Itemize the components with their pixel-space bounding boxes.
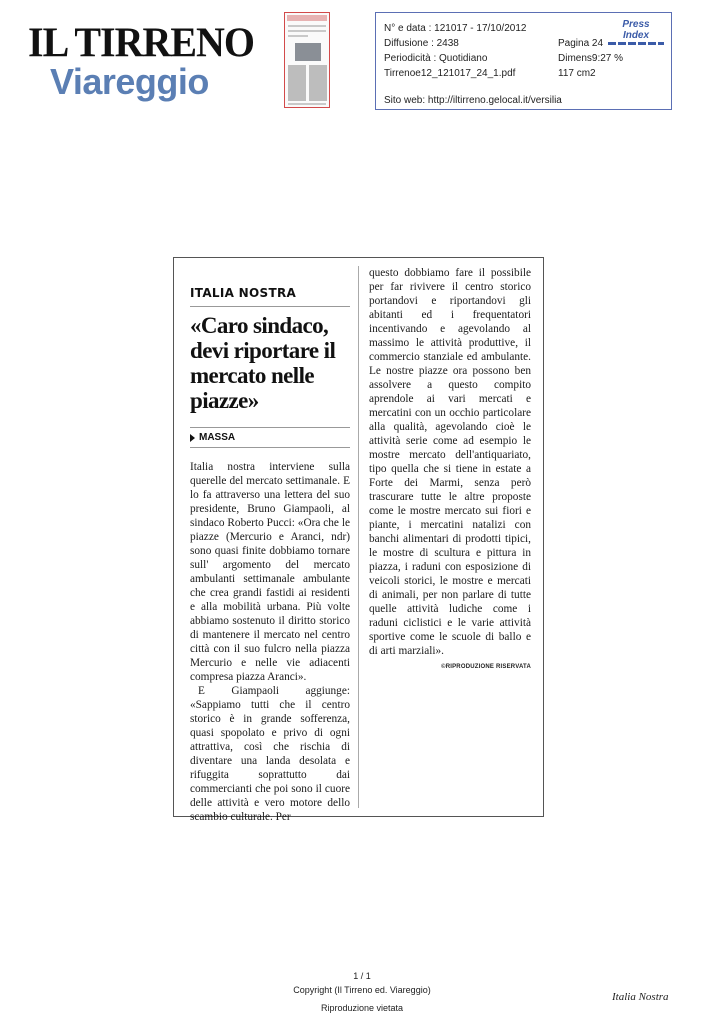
edition-name: Viareggio [50, 61, 209, 102]
section-name: Italia Nostra [612, 991, 669, 1003]
article-clipping [173, 257, 544, 823]
newspaper-name: IL TIRRENO [28, 18, 255, 67]
press-index-label: Press Index [622, 19, 650, 41]
copyright-notice: Copyright (Il Tirreno ed. Viareggio) [293, 985, 431, 995]
press-index-logo [608, 19, 664, 45]
info-area: 117 cm2 [558, 68, 596, 79]
column-divider [358, 266, 359, 808]
info-periodicita: Periodicità : Quotidiano [384, 53, 488, 64]
article-credit: ©RIPRODUZIONE RISERVATA [441, 664, 531, 670]
article-body-right [369, 266, 531, 658]
thumbnail-line [288, 25, 326, 27]
article-body-left [190, 460, 350, 824]
reproduction-notice: Riproduzione vietata [320, 1003, 404, 1013]
thumbnail-column [288, 65, 306, 101]
article-kicker: ITALIA NOSTRA [190, 286, 350, 307]
info-diffusione: Diffusione : 2438 [384, 38, 459, 49]
article-headline: «Caro sindaco, devi riportare il mercato nelle piazze» [190, 313, 350, 428]
info-website[interactable]: Sito web: http://iltirreno.gelocal.it/versilia [384, 95, 562, 106]
article-paragraph: Italia nostra interviene sulla querelle del mercato settimanale. E lo fa attraverso una lettera del suo presidente, Bruno Giampaoli, al sindaco Roberto Pucci: «Ora che le piazze (Mercurio e Aranci, ndr) sono quasi finite dobbiamo tornare sull' argomento del mercato ambulanti settimanale ambulante che crea grandi fastidi ai residenti e alla mobilità urbana. Più volte abbiamo sostenuto il diritto storico di mantenere il mercato nel centro città con il suo fulcro nella piazza Mercurio e nelle vie adiacenti compresa piazza Aranci». [190, 461, 350, 683]
thumbnail-header [287, 15, 327, 21]
masthead-logo [28, 18, 258, 102]
thumbnail-photo [295, 43, 321, 61]
page-thumbnail [284, 12, 330, 108]
article-paragraph: E Giampaoli aggiunge: «Sappiamo tutti che il centro storico è in grande sofferenza, quasi spopolato e privo di ogni attrattiva, così che rischia di diventare una landa desolata e rifuggita soprattutto dai commercianti che poi sono il cuore delle attività e vero motore dello scambio culturale. Per [190, 685, 350, 823]
article-right-column [369, 266, 531, 670]
article-location [190, 432, 350, 448]
thumbnail-line [288, 30, 326, 32]
thumbnail-line [288, 103, 326, 105]
press-info-box [375, 12, 672, 110]
info-pagina: Pagina 24 [558, 38, 604, 49]
info-numero-data: N° e data : 121017 - 17/10/2012 [384, 23, 527, 34]
triangle-marker-icon [190, 434, 195, 442]
info-file: Tirrenoe12_121017_24_1.pdf [384, 68, 516, 79]
page-counter: 1 / 1 [353, 971, 371, 981]
info-dimens: Dimens9:27 % [558, 53, 624, 64]
article-paragraph: questo dobbiamo fare il possibile per far rivivere il centro storico portandovi e riportandovi gli abitanti ed i frequentatori incentivando e agevolando al massimo le attività produttive, il commercio stanziale ed ambulante. Le nostre piazze ora possono ben assolvere a questo compito aprendole ai vari mercati e mercatini con un occhio particolare alla qualità, agevolando cioè le attività serie come ad esempio le mostre mercato dell'antiquariato, tipo quella che si tiene in estate a Forte dei Marmi, senza però trascurare tutte le altre proposte come le mostre mercato sui fiori e piante, i mercatini natalizi con banchi alimentari di prodotti tipici, le mostre di scultura e pittura in piazza, i raduni con esposizione di veicoli storici, le mostre e mercati di animali, per non parlare di tutte quelle attività ludiche come i raduni ciclistici e le varie attività sportive come le scuole di ballo e di arti marziali». [369, 267, 531, 657]
press-index-bar [608, 42, 664, 45]
article-left-column [190, 286, 350, 824]
thumbnail-line [288, 35, 308, 37]
thumbnail-column [309, 65, 327, 101]
location-label: MASSA [199, 432, 236, 443]
